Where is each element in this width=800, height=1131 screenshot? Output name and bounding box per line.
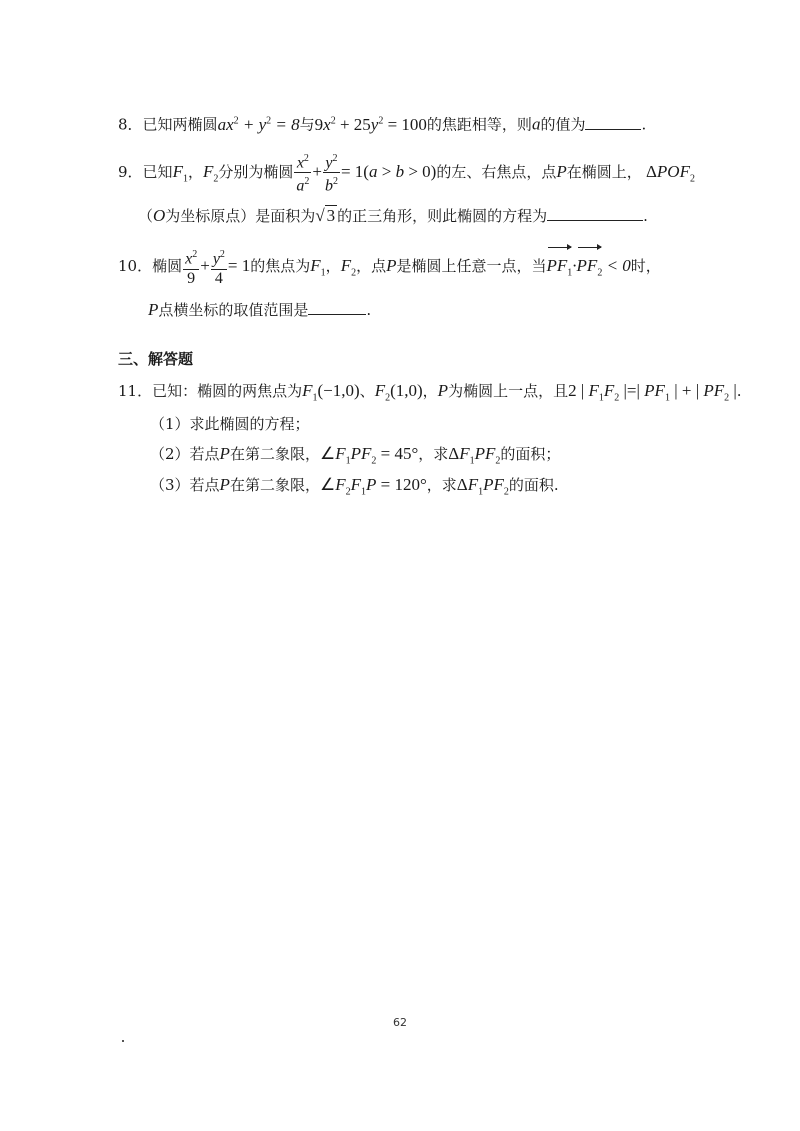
equation-2: $9x^2 + 25y^2 = 100$ bbox=[314, 114, 427, 134]
question-text: （2）若点 bbox=[150, 445, 220, 463]
question-text: 是椭圆上任意一点，当 bbox=[396, 257, 547, 275]
vector-dot-product: $PF_1\cdot PF_2 < 0$ bbox=[547, 256, 631, 275]
focus-f1: $F_1$ bbox=[310, 256, 326, 279]
point-p: P bbox=[219, 475, 230, 494]
point-p: P bbox=[556, 161, 567, 181]
question-text: 为椭圆上一点，且 bbox=[448, 382, 569, 400]
period: . bbox=[643, 207, 648, 225]
question-text: （3）若点 bbox=[150, 476, 220, 494]
focus-f2: $F_2$ bbox=[202, 161, 219, 185]
question-text: 的正三角形，则此椭圆的方程为 bbox=[337, 207, 548, 225]
point-p: P bbox=[437, 381, 449, 400]
question-number: 9． bbox=[118, 162, 143, 181]
question-text: 已知 bbox=[142, 162, 173, 181]
question-9: 9．已知$F_1$，$F_2$分别为椭圆 $\frac{x^2}{a^2}$ + $\frac{y^2}{b^2}$ = 1(a > b > 0)的左、右焦点，点P在椭圆上， $\Delta POF_2$ bbox=[118, 150, 695, 199]
question-9-continued bbox=[138, 205, 648, 227]
question-text: 在椭圆上， bbox=[566, 162, 642, 181]
origin-o: O bbox=[153, 206, 166, 225]
question-number: 8． bbox=[118, 115, 143, 134]
question-text: 与 bbox=[299, 115, 315, 134]
question-text: ，求 bbox=[426, 476, 457, 494]
question-text: ，求 bbox=[418, 445, 449, 463]
scan-speck bbox=[122, 1040, 124, 1042]
question-text: 的面积； bbox=[500, 445, 561, 463]
paren: （ bbox=[138, 207, 154, 225]
question-8 bbox=[118, 110, 646, 136]
question-text: 已知：椭圆的两焦点为 bbox=[152, 382, 303, 400]
focal-condition: 2 | $F_1F_2$ |=| $PF_1$ | + | $PF_2$ | bbox=[568, 381, 737, 404]
triangle-f1pf2: $\Delta F_1PF_2$ bbox=[448, 444, 501, 467]
fraction-x2-9: $\frac{x^2}{9}$ bbox=[183, 246, 199, 287]
separator: 、 bbox=[359, 382, 375, 400]
point-p: P bbox=[386, 256, 397, 275]
comma: ， bbox=[422, 382, 438, 400]
question-text: 在第二象限， bbox=[229, 445, 320, 463]
period: . bbox=[366, 301, 372, 319]
comma: ， bbox=[187, 162, 203, 181]
period: . bbox=[641, 115, 647, 134]
question-10: 10．椭圆 $\frac{x^2}{9}$ + $\frac{y^2}{4}$ = 1的焦点为$F_1$，$F_2$，点P是椭圆上任意一点，当$PF_1\cdot PF_2 < 0$时， bbox=[118, 246, 661, 293]
comma: ， bbox=[325, 257, 341, 275]
fraction-x2-a2: $\frac{x^2}{a^2}$ bbox=[294, 150, 311, 196]
ellipse-condition: = 1(a > b > 0) bbox=[340, 161, 437, 181]
question-11-part-3 bbox=[150, 474, 559, 503]
section-heading: 三、解答题 bbox=[118, 350, 194, 368]
fraction-y2-4: $\frac{y^2}{4}$ bbox=[211, 246, 227, 287]
sqrt-3: √ 3 bbox=[315, 206, 336, 225]
period: . bbox=[736, 382, 742, 400]
question-number: 11． bbox=[118, 382, 153, 400]
question-text: 椭圆 bbox=[152, 257, 183, 275]
question-11 bbox=[118, 380, 742, 409]
point-p: P bbox=[148, 300, 159, 319]
question-text: 的面积. bbox=[508, 476, 559, 494]
page-number: 62 bbox=[393, 1016, 407, 1029]
equation-1: $ax^2 + y^2 = 8$ bbox=[217, 114, 300, 134]
angle-f2f1p: $\angle F_2F_1P = 120^\circ$ bbox=[319, 475, 427, 498]
focus-f1: $F_1$ bbox=[172, 161, 188, 185]
answer-blank[interactable] bbox=[585, 115, 641, 130]
triangle-f1pf2: $\Delta F_1PF_2$ bbox=[456, 475, 509, 498]
question-text: ，点 bbox=[356, 257, 387, 275]
triangle-pof2: $\Delta POF_2$ bbox=[641, 161, 695, 185]
fraction-y2-b2: $\frac{y^2}{b^2}$ bbox=[323, 150, 340, 196]
angle-f1pf2: $\angle F_1PF_2 = 45^\circ$ bbox=[319, 444, 419, 467]
variable-a: a bbox=[531, 114, 541, 134]
question-text: 的值为 bbox=[540, 115, 586, 134]
question-10-continued bbox=[148, 299, 371, 321]
focus-f1-coord: $F_1(-1,0)$ bbox=[302, 381, 360, 404]
question-text: 为坐标原点）是面积为 bbox=[165, 207, 316, 225]
answer-blank[interactable] bbox=[547, 206, 643, 221]
question-text: 分别为椭圆 bbox=[218, 162, 294, 181]
question-text: 的左、右焦点，点 bbox=[436, 162, 557, 181]
question-number: 10． bbox=[118, 257, 153, 275]
question-text: 时， bbox=[630, 257, 661, 275]
point-p: P bbox=[219, 444, 230, 463]
question-text: 的焦距相等，则 bbox=[426, 115, 532, 134]
question-11-part-1: （1）求此椭圆的方程； bbox=[150, 415, 310, 433]
question-text: 的焦点为 bbox=[250, 257, 311, 275]
question-11-part-2 bbox=[150, 443, 560, 472]
question-text: 已知两椭圆 bbox=[142, 115, 218, 134]
answer-blank[interactable] bbox=[308, 300, 366, 315]
focus-f2: $F_2$ bbox=[340, 256, 357, 279]
question-text: 在第二象限， bbox=[229, 476, 320, 494]
question-text: 点横坐标的取值范围是 bbox=[158, 301, 309, 319]
focus-f2-coord: $F_2(1,0)$ bbox=[374, 381, 423, 404]
